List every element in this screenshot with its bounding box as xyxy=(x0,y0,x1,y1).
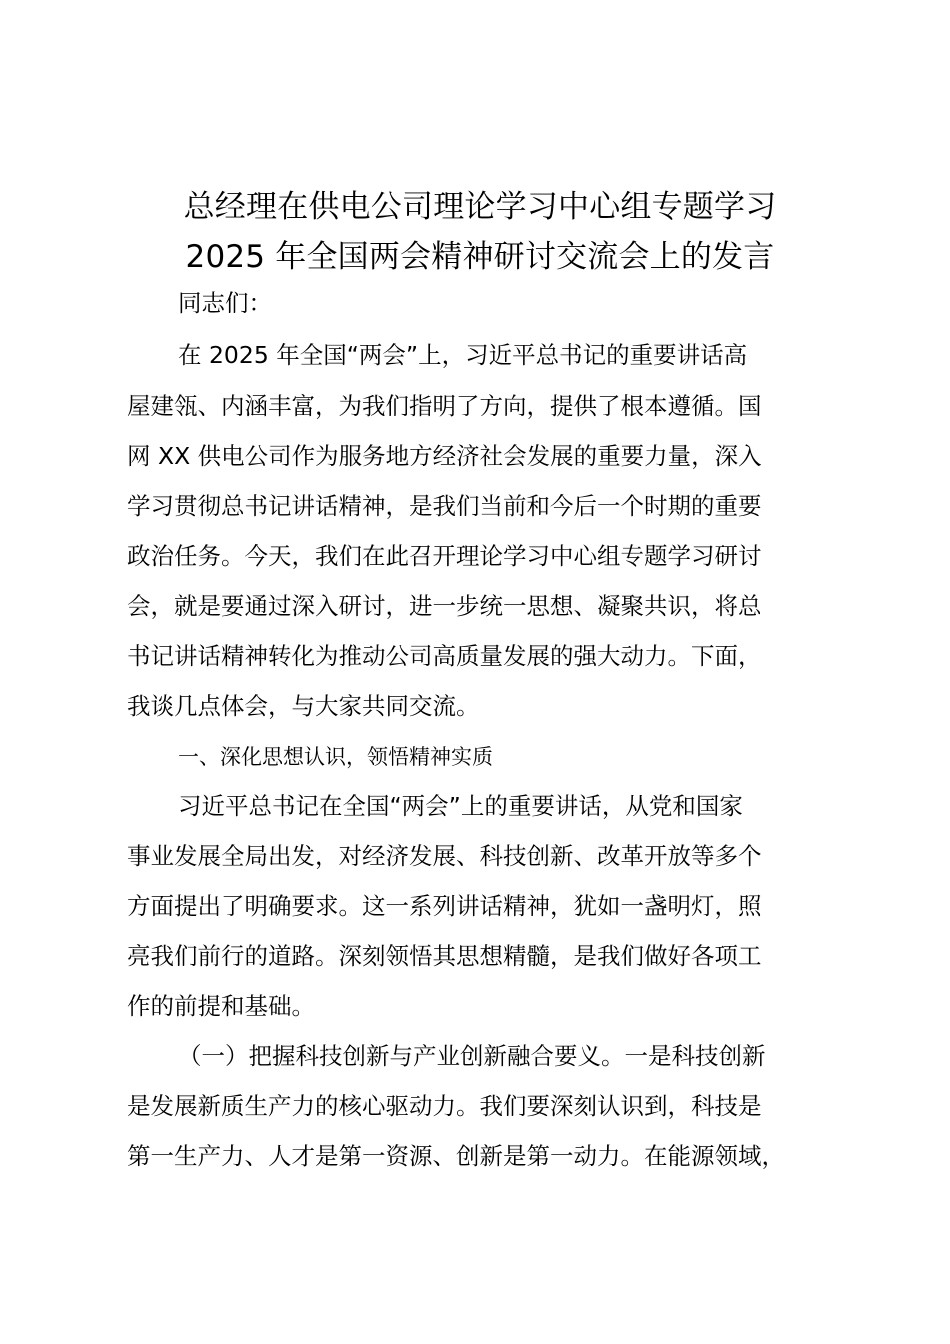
paragraph-1-line: 在 2025 年全国“两会”上，习近平总书记的重要讲话高 xyxy=(178,341,748,369)
paragraph-1-line: 政治任务。今天，我们在此召开理论学习中心组专题学习研讨 xyxy=(127,542,762,570)
salutation: 同志们： xyxy=(178,289,272,317)
paragraph-2-line: 习近平总书记在全国“两会”上的重要讲话，从党和国家 xyxy=(178,792,743,820)
paragraph-1-line: 书记讲话精神转化为推动公司高质量发展的强大动力。下面， xyxy=(127,642,762,670)
paragraph-3-line: 第一生产力、人才是第一资源、创新是第一动力。在能源领域， xyxy=(127,1142,785,1170)
document-title-line-2: 2025 年全国两会精神研讨交流会上的发言 xyxy=(185,239,775,275)
paragraph-1-line: 屋建瓴、内涵丰富，为我们指明了方向，提供了根本遵循。国 xyxy=(127,392,762,420)
paragraph-2-line: 作的前提和基础。 xyxy=(127,992,315,1020)
section-heading: 一、深化思想认识，领悟精神实质 xyxy=(178,745,493,769)
paragraph-3-line: 是发展新质生产力的核心驱动力。我们要深刻认识到，科技是 xyxy=(127,1092,762,1120)
paragraph-2-line: 事业发展全局出发，对经济发展、科技创新、改革开放等多个 xyxy=(127,842,762,870)
document-title-line-1: 总经理在供电公司理论学习中心组专题学习 xyxy=(183,189,777,225)
paragraph-2-line: 亮我们前行的道路。深刻领悟其思想精髓，是我们做好各项工 xyxy=(127,942,762,970)
paragraph-1-line: 我谈几点体会，与大家共同交流。 xyxy=(127,692,480,720)
paragraph-2-line: 方面提出了明确要求。这一系列讲话精神，犹如一盏明灯，照 xyxy=(127,892,762,920)
paragraph-1-line: 会，就是要通过深入研讨，进一步统一思想、凝聚共识，将总 xyxy=(127,592,762,620)
paragraph-1-line: 网 XX 供电公司作为服务地方经济社会发展的重要力量，深入 xyxy=(127,442,762,470)
paragraph-1-line: 学习贯彻总书记讲话精神，是我们当前和今后一个时期的重要 xyxy=(127,492,762,520)
paragraph-3-line: （一）把握科技创新与产业创新融合要义。一是科技创新 xyxy=(178,1042,766,1070)
